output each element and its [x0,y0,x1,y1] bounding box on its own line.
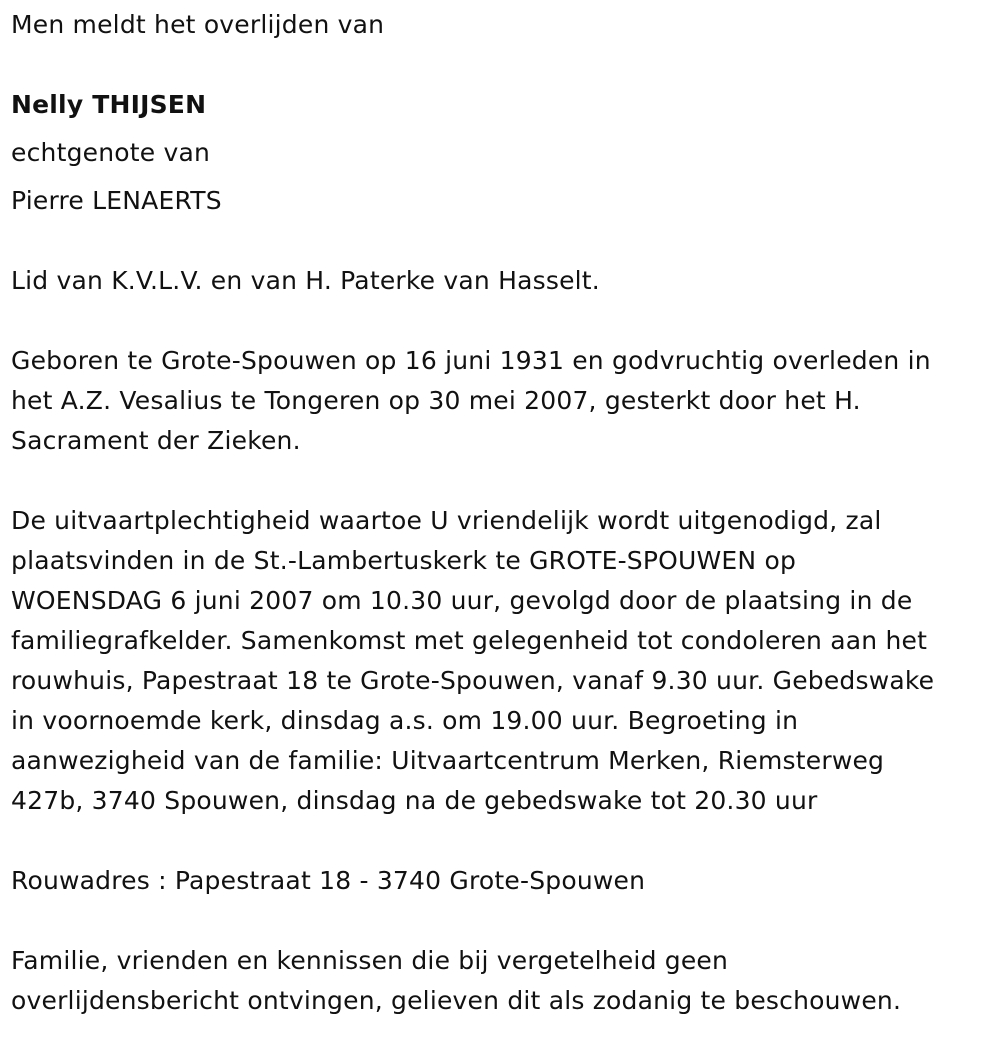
funeral-line: 427b, 3740 Spouwen, dinsdag na de gebedswake tot 20.30 uur [11,786,818,815]
spouse-name: Pierre LENAERTS [11,186,222,215]
funeral-line: rouwhuis, Papestraat 18 te Grote-Spouwen, vanaf 9.30 uur. Gebedswake [11,666,935,695]
birth-death-line: het A.Z. Vesalius te Tongeren op 30 mei 2007, gesterkt door het H. [11,386,861,415]
funeral-line: De uitvaartplechtigheid waartoe U vriendelijk wordt uitgenodigd, zal [11,506,882,535]
closing-line: Familie, vrienden en kennissen die bij vergetelheid geen [11,946,729,975]
deceased-name: Nelly THIJSEN [11,90,207,119]
funeral-line: familiegrafkelder. Samenkomst met gelegenheid tot condoleren aan het [11,626,928,655]
closing-line: overlijdensbericht ontvingen, gelieven dit als zodanig te beschouwen. [11,986,902,1015]
funeral-line: plaatsvinden in de St.-Lambertuskerk te GROTE-SPOUWEN op [11,546,797,575]
mourning-address: Rouwadres : Papestraat 18 - 3740 Grote-Spouwen [11,866,646,895]
funeral-line: WOENSDAG 6 juni 2007 om 10.30 uur, gevolgd door de plaatsing in de [11,586,913,615]
relation-text: echtgenote van [11,138,211,167]
birth-death-line: Sacrament der Zieken. [11,426,301,455]
birth-death-line: Geboren te Grote-Spouwen op 16 juni 1931 en godvruchtig overleden in [11,346,931,375]
intro-text: Men meldt het overlijden van [11,10,385,39]
funeral-line: in voornoemde kerk, dinsdag a.s. om 19.00 uur. Begroeting in [11,706,799,735]
membership-text: Lid van K.V.L.V. en van H. Paterke van Hasselt. [11,266,600,295]
funeral-line: aanwezigheid van de familie: Uitvaartcentrum Merken, Riemsterweg [11,746,885,775]
